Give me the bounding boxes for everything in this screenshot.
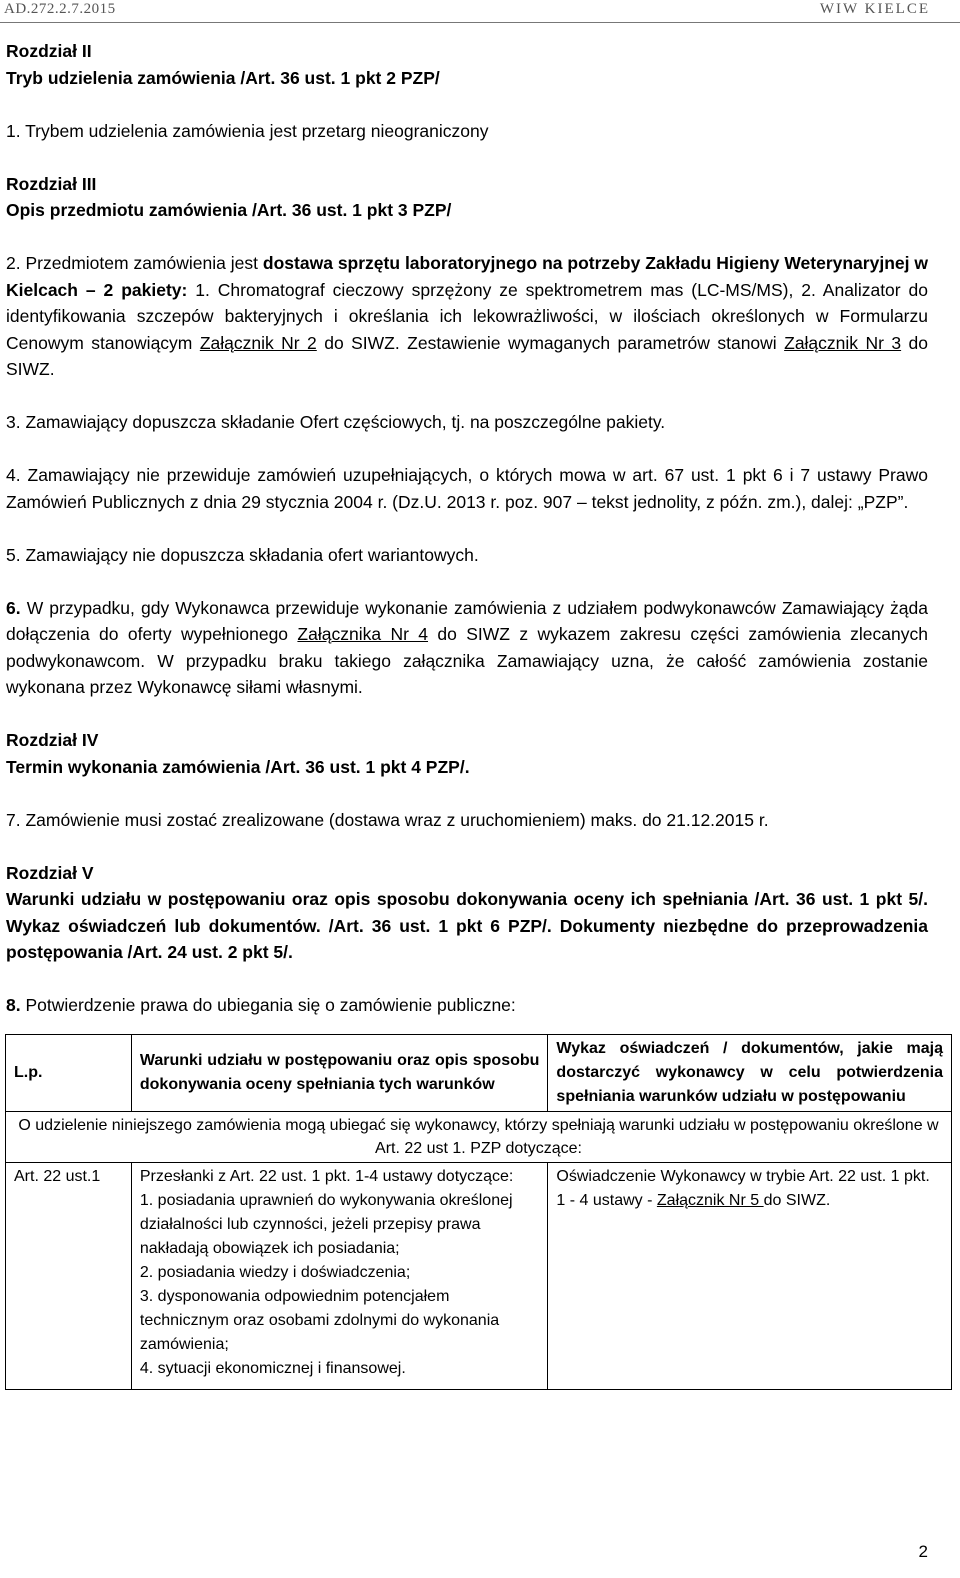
chapter-5-heading: Rozdział V [6, 862, 94, 883]
chapter-2-title: Tryb udzielenia zamówienia /Art. 36 ust. 1 pkt 2 PZP/ [6, 67, 440, 88]
row-conditions: Przesłanki z Art. 22 ust. 1 pkt. 1-4 ustawy dotyczące: 1. posiadania uprawnień do wykonywania określonej działalności lub czynności, jeżeli przepisy prawa nakładają obowiązek ich posiadania; 2. posiadania wiedzy i doświadczenia; 3. dysponowania odpowiednim potencjałem technicznym oraz osobami zdolnymi do wykonania zamówienia; 4. sytuacji ekonomicznej i finansowej. [131, 1162, 548, 1389]
chapter-5-title: Warunki udziału w postępowaniu oraz opis sposobu dokonywania oceny ich spełniania /Art. 36 ust. 1 pkt 5/. Wykaz oświadczeń lub dokumentów. /Art. 36 ust. 1 pkt 6 PZP/. Dokumenty niezbędne do przeprowadzenia postępowania /Art. 24 ust. 2 pkt 5/. [6, 889, 928, 962]
eligibility-table [5, 1034, 952, 1390]
paragraph-1: 1. Trybem udzielenia zamówienia jest przetarg nieograniczony [6, 120, 489, 141]
document-body [6, 38, 943, 1390]
header-divider [0, 22, 960, 23]
paragraph-2: 2. Przedmiotem zamówienia jest dostawa sprzętu laboratoryjnego na potrzeby Zakładu Higieny Weterynaryjnej w Kielcach – 2 pakiety: 1. Chromatograf cieczowy sprzężony ze spektrometrem mas (LC-MS/MS), 2. Analizator do identyfikowania szczepów bakteryjnych i określania ich lekowrażliwości, w ilościach określonych w Formularzu Cenowym stanowiącym Załącznik Nr 2 do SIWZ. Zestawienie wymaganych parametrów stanowi Załącznik Nr 3 do SIWZ. [6, 253, 929, 379]
attachment-3-link[interactable]: Załącznik Nr 3 [784, 332, 902, 353]
table-span-row [6, 1111, 952, 1162]
chapter-3-title: Opis przedmiotu zamówienia /Art. 36 ust. 1 pkt 3 PZP/ [6, 200, 452, 220]
header-lp: L.p. [6, 1034, 132, 1111]
chapter-4-title: Termin wykonania zamówienia /Art. 36 ust. 1 pkt 4 PZP/. [6, 756, 470, 777]
paragraph-3: 3. Zamawiający dopuszcza składanie Ofert częściowych, tj. na poszczególne pakiety. [6, 412, 666, 432]
paragraph-7: 7. Zamówienie musi zostać zrealizowane (dostawa wraz z uruchomieniem) maks. do 21.12.2015 r. [6, 809, 769, 830]
attachment-2-link[interactable]: Załącznik Nr 2 [199, 332, 317, 353]
row-documents: Oświadczenie Wykonawcy w trybie Art. 22 ust. 1 pkt. 1 - 4 ustawy - Załącznik Nr 5 do SIWZ. [548, 1162, 952, 1389]
eligibility-intro: O udzielenie niniejszego zamówienia mogą ubiegać się wykonawcy, którzy spełniają warunki udziału w postępowaniu określone w Art. 22 ust 1. PZP dotyczące: [6, 1111, 952, 1162]
header-documents: Wykaz oświadczeń / dokumentów, jakie mają dostarczyć wykonawcy w celu potwierdzenia spełniania warunków udziału w postępowaniu [548, 1034, 952, 1111]
header-conditions: Warunki udziału w postępowaniu oraz opis sposobu dokonywania oceny spełniania tych warunków [131, 1034, 548, 1111]
chapter-4-heading: Rozdział IV [6, 730, 99, 750]
attachment-5-link[interactable]: Załącznik Nr 5 [656, 1191, 764, 1209]
page-number: 2 [918, 1542, 928, 1561]
header-organization: WIW KIELCE [819, 1, 930, 17]
paragraph-6: 6. W przypadku, gdy Wykonawca przewiduje wykonanie zamówienia z udziałem podwykonawców Zamawiający żąda dołączenia do oferty wypełnionego Załącznika Nr 4 do SIWZ z wykazem zakresu części zamówienia zlecanych podwykonawcom. W przypadku braku takiego załącznika Zamawiający uzna, że całość zamówienia zostanie wykonana przez Wykonawcę siłami własnymi. [6, 597, 928, 697]
page-header [0, 0, 960, 22]
paragraph-5: 5. Zamawiający nie dopuszcza składania ofert wariantowych. [6, 544, 479, 565]
paragraph-8: 8. Potwierdzenie prawa do ubiegania się o zamówienie publiczne: [6, 995, 516, 1015]
table-row [6, 1162, 952, 1389]
paragraph-4: 4. Zamawiający nie przewiduje zamówień uzupełniających, o których mowa w art. 67 ust. 1 pkt 6 i 7 ustawy Prawo Zamówień Publicznych z dnia 29 stycznia 2004 r. (Dz.U. 2013 r. poz. 907 – tekst jednolity, z późn. zm.), dalej: „PZP”. [6, 465, 928, 512]
table-header-row [6, 1034, 952, 1111]
attachment-4-link[interactable]: Załącznika Nr 4 [297, 624, 429, 644]
chapter-2-heading: Rozdział II [6, 41, 92, 61]
document-reference: AD.272.2.7.2015 [4, 1, 116, 17]
chapter-3-heading: Rozdział III [6, 173, 97, 194]
row-article: Art. 22 ust.1 [6, 1162, 132, 1389]
